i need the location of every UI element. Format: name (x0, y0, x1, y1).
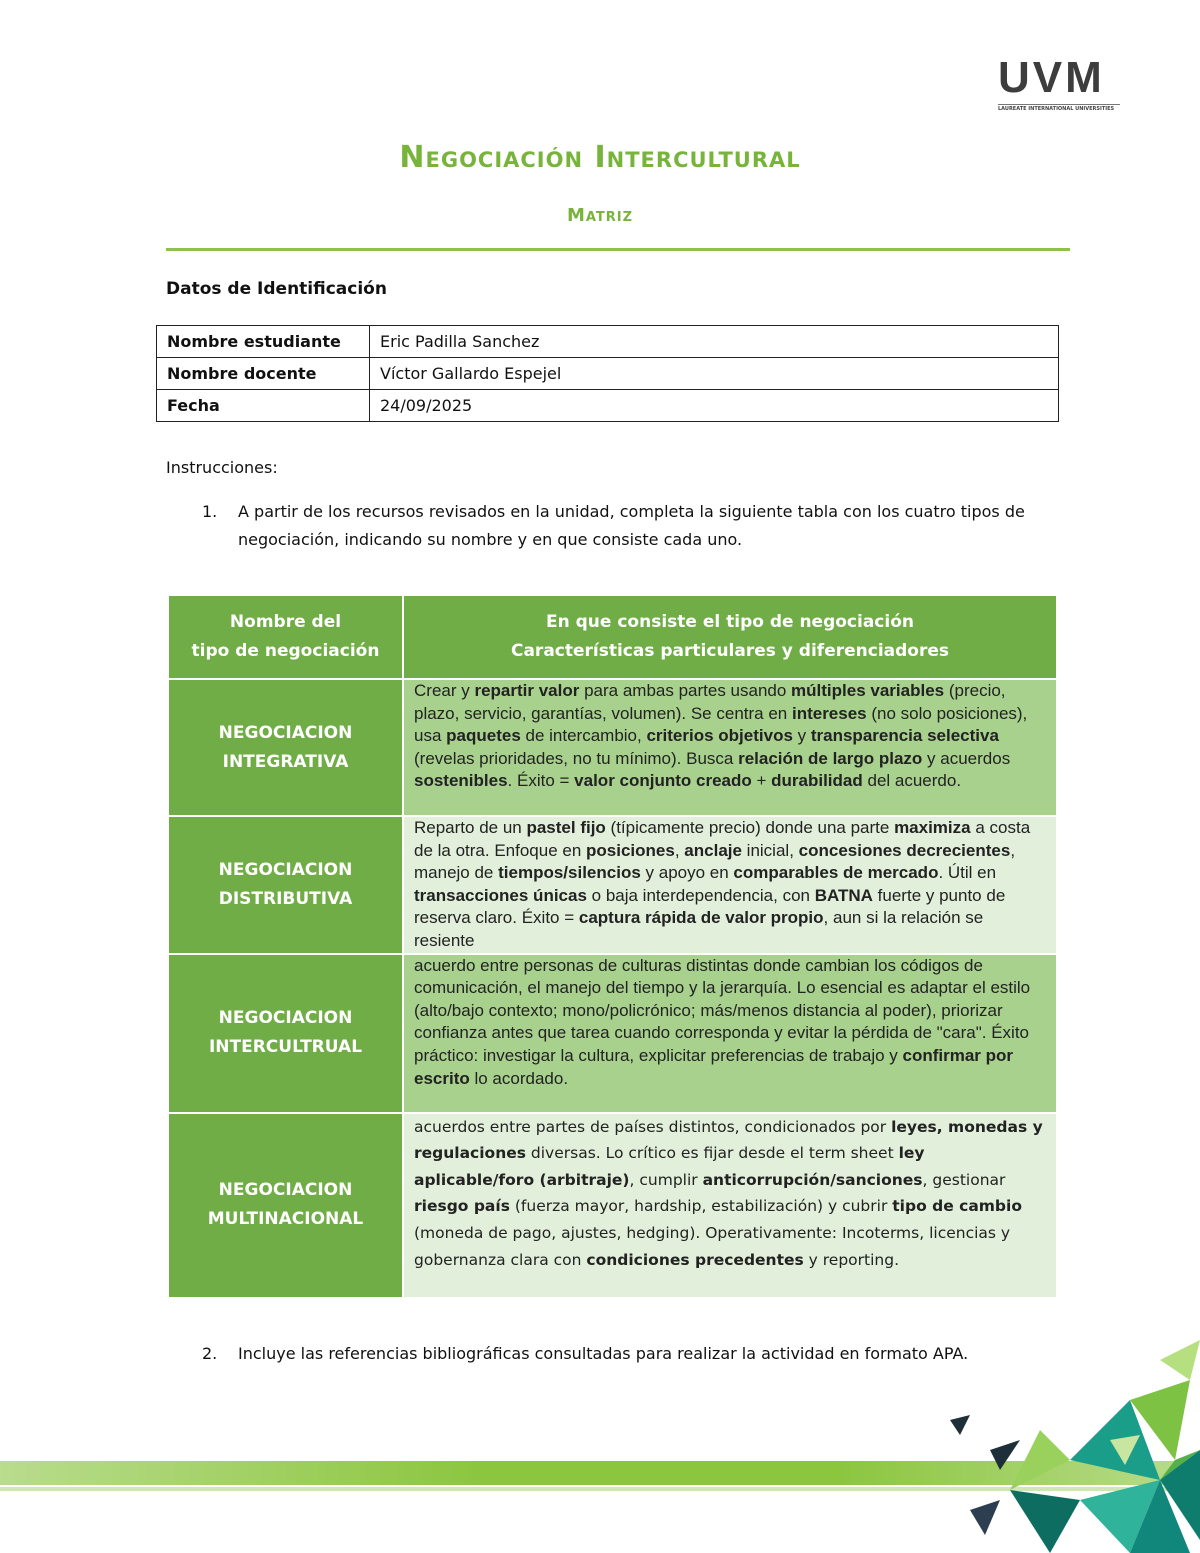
desc-text: Crear y (414, 681, 475, 700)
identification-table (156, 325, 1059, 422)
desc-text: para ambas partes usando (579, 681, 792, 700)
desc-bold: confirmar por escrito (414, 1045, 1014, 1088)
desc-bold: maximiza (894, 818, 971, 837)
student-value: Eric Padilla Sanchez (370, 326, 1059, 358)
desc-text: . Útil en (938, 863, 997, 883)
negotiation-name-cell (168, 679, 403, 816)
name-line1: NEGOCIACION (218, 1008, 353, 1029)
desc-text: , manejo de (414, 840, 1016, 883)
desc-bold: valor conjunto creado (574, 771, 752, 791)
header-col1-line1: Nombre del (229, 612, 342, 632)
desc-text: diversas. Lo crítico es fijar desde el term sheet (525, 1144, 899, 1163)
desc-text: fuerte y punto de reserva claro. Éxito = (414, 885, 1006, 928)
desc-text: de intercambio, (520, 726, 647, 746)
table-row (168, 816, 1057, 954)
desc-text: acuerdos entre partes de países distintos, condicionados por (414, 1117, 892, 1136)
deco-shard (1010, 1490, 1080, 1553)
desc-text: (no solo posiciones), usa (414, 703, 1028, 746)
desc-text: + (751, 771, 772, 791)
table-row (157, 326, 1059, 358)
header-description-column (403, 595, 1057, 679)
desc-text: y apoyo en (640, 863, 734, 883)
desc-bold: condiciones precedentes (586, 1250, 804, 1269)
logo-text: UVM (998, 53, 1105, 102)
name-line2: DISTRIBUTIVA (218, 888, 353, 909)
desc-bold: leyes, monedas y regulaciones (414, 1117, 1043, 1163)
table-row (168, 1113, 1057, 1298)
uvm-logo (998, 53, 1120, 112)
deco-shard (950, 1415, 970, 1435)
negotiation-description-cell (403, 1113, 1057, 1298)
negotiation-name-cell (168, 1113, 403, 1298)
date-value: 24/09/2025 (370, 390, 1059, 422)
instructions-label: Instrucciones: (166, 458, 278, 477)
desc-text: acuerdo entre personas de culturas distintas donde cambian los códigos de comunicación, el manejo del tiempo y la jerarquía. Lo esencial es adaptar el estilo (alto/bajo contexto; mono/policrónico; más/menos distancia al poder), priorizar confianza antes que tarea cuando corresponda y evitar la pérdida de "cara". Éxito práctico: investigar la cultura, explicitar preferencias de trabajo y (414, 955, 1031, 1065)
desc-text: a costa de la otra. Enfoque en (414, 818, 1031, 860)
desc-bold: captura rápida de valor propio (578, 908, 824, 928)
desc-bold: intereses (791, 703, 867, 723)
section-heading: Datos de Identificación (166, 279, 387, 299)
desc-bold: transacciones únicas (414, 885, 587, 905)
desc-text: (fuerza mayor, hardship, estabilización) y cubrir (509, 1197, 893, 1216)
desc-text: y reporting. (803, 1250, 899, 1269)
title-divider (166, 248, 1070, 251)
footer-polygon-decoration (930, 1340, 1200, 1553)
desc-text: o baja interdependencia, con (586, 885, 815, 905)
desc-text: , cumplir (629, 1170, 703, 1189)
desc-text: y (792, 726, 811, 746)
desc-bold: concesiones decrecientes (798, 840, 1011, 860)
table-row (157, 390, 1059, 422)
name-line1: NEGOCIACION (218, 722, 353, 743)
desc-bold: comparables de mercado (733, 863, 939, 883)
deco-shard (990, 1440, 1020, 1470)
desc-text: (moneda de pago, ajustes, hedging). Operativamente: Incoterms, licencias y gobernanza clara con (414, 1223, 1011, 1269)
teacher-value: Víctor Gallardo Espejel (370, 358, 1059, 390)
desc-text: del acuerdo. (862, 771, 962, 791)
item-number: 1. (202, 502, 218, 521)
desc-bold: anclaje (684, 840, 742, 860)
table-header-row (168, 595, 1057, 679)
negotiation-description-cell (403, 816, 1057, 954)
table-row (157, 358, 1059, 390)
instruction-item-1 (166, 498, 1070, 558)
desc-bold: ley aplicable/foro (arbitraje) (414, 1144, 925, 1189)
desc-text: (típicamente precio) donde una parte (605, 818, 895, 837)
desc-bold: repartir valor (474, 681, 580, 700)
deco-shard (1160, 1340, 1200, 1380)
desc-text: y acuerdos (922, 748, 1011, 768)
deco-shard (1010, 1430, 1070, 1490)
desc-text: inicial, (741, 840, 799, 860)
desc-bold: durabilidad (771, 771, 863, 791)
header-col2-line2: Características particulares y diferenciadores (510, 641, 949, 661)
negotiation-name-cell (168, 954, 403, 1113)
desc-text: lo acordado. (469, 1068, 569, 1088)
header-name-column (168, 595, 403, 679)
desc-bold: transparencia selectiva (810, 726, 999, 746)
desc-bold: tipo de cambio (892, 1197, 1022, 1216)
desc-text: . Éxito = (507, 771, 575, 791)
negotiation-description-cell (403, 954, 1057, 1113)
desc-bold: criterios objetivos (646, 726, 793, 746)
desc-bold: anticorrupción/sanciones (702, 1170, 923, 1189)
desc-text: , (674, 840, 685, 860)
name-line1: NEGOCIACION (218, 859, 353, 880)
table-row (168, 954, 1057, 1113)
logo-subtext: LAUREATE INTERNATIONAL UNIVERSITIES (998, 104, 1120, 112)
desc-text: (revelas prioridades, no tu mínimo). Busca (414, 748, 739, 768)
item-text: A partir de los recursos revisados en la unidad, completa la siguiente tabla con los cuatro tipos de negociación, indicando su nombre y en que consiste cada uno. (238, 502, 1025, 549)
desc-bold: riesgo país (414, 1197, 510, 1216)
name-line2: MULTINACIONAL (207, 1209, 364, 1230)
date-label: Fecha (157, 390, 370, 422)
desc-text: Reparto de un (414, 818, 527, 837)
name-line1: NEGOCIACION (218, 1180, 353, 1201)
desc-bold: tiempos/silencios (498, 863, 641, 883)
header-col1-line2: tipo de negociación (191, 641, 380, 661)
table-row (168, 679, 1057, 816)
document-subtitle: Matriz (566, 205, 634, 226)
item-text: Incluye las referencias bibliográficas consultadas para realizar la actividad en formato APA. (238, 1344, 969, 1363)
desc-bold: múltiples variables (791, 681, 945, 700)
desc-text: , gestionar (922, 1170, 1006, 1189)
negotiation-name-cell (168, 816, 403, 954)
desc-bold: posiciones (586, 840, 675, 860)
item-number: 2. (202, 1344, 218, 1363)
desc-bold: paquetes (446, 726, 521, 746)
desc-bold: BATNA (814, 885, 873, 905)
teacher-label: Nombre docente (157, 358, 370, 390)
negotiation-description-cell (403, 679, 1057, 816)
name-line2: INTEGRATIVA (222, 751, 349, 772)
name-line2: INTERCULTRUAL (208, 1037, 363, 1058)
header-col2-line1: En que consiste el tipo de negociación (545, 612, 914, 632)
negotiation-types-table (167, 594, 1058, 1299)
desc-text: , aun si la relación se resiente (414, 908, 984, 950)
student-label: Nombre estudiante (157, 326, 370, 358)
desc-text: (precio, plazo, servicio, garantías, volumen). Se centra en (414, 681, 1006, 723)
desc-bold: sostenibles (414, 771, 508, 791)
desc-bold: relación de largo plazo (738, 748, 923, 768)
desc-bold: pastel fijo (526, 818, 606, 837)
deco-shard (970, 1500, 1000, 1535)
document-title: Negociación Intercultural (399, 140, 801, 175)
